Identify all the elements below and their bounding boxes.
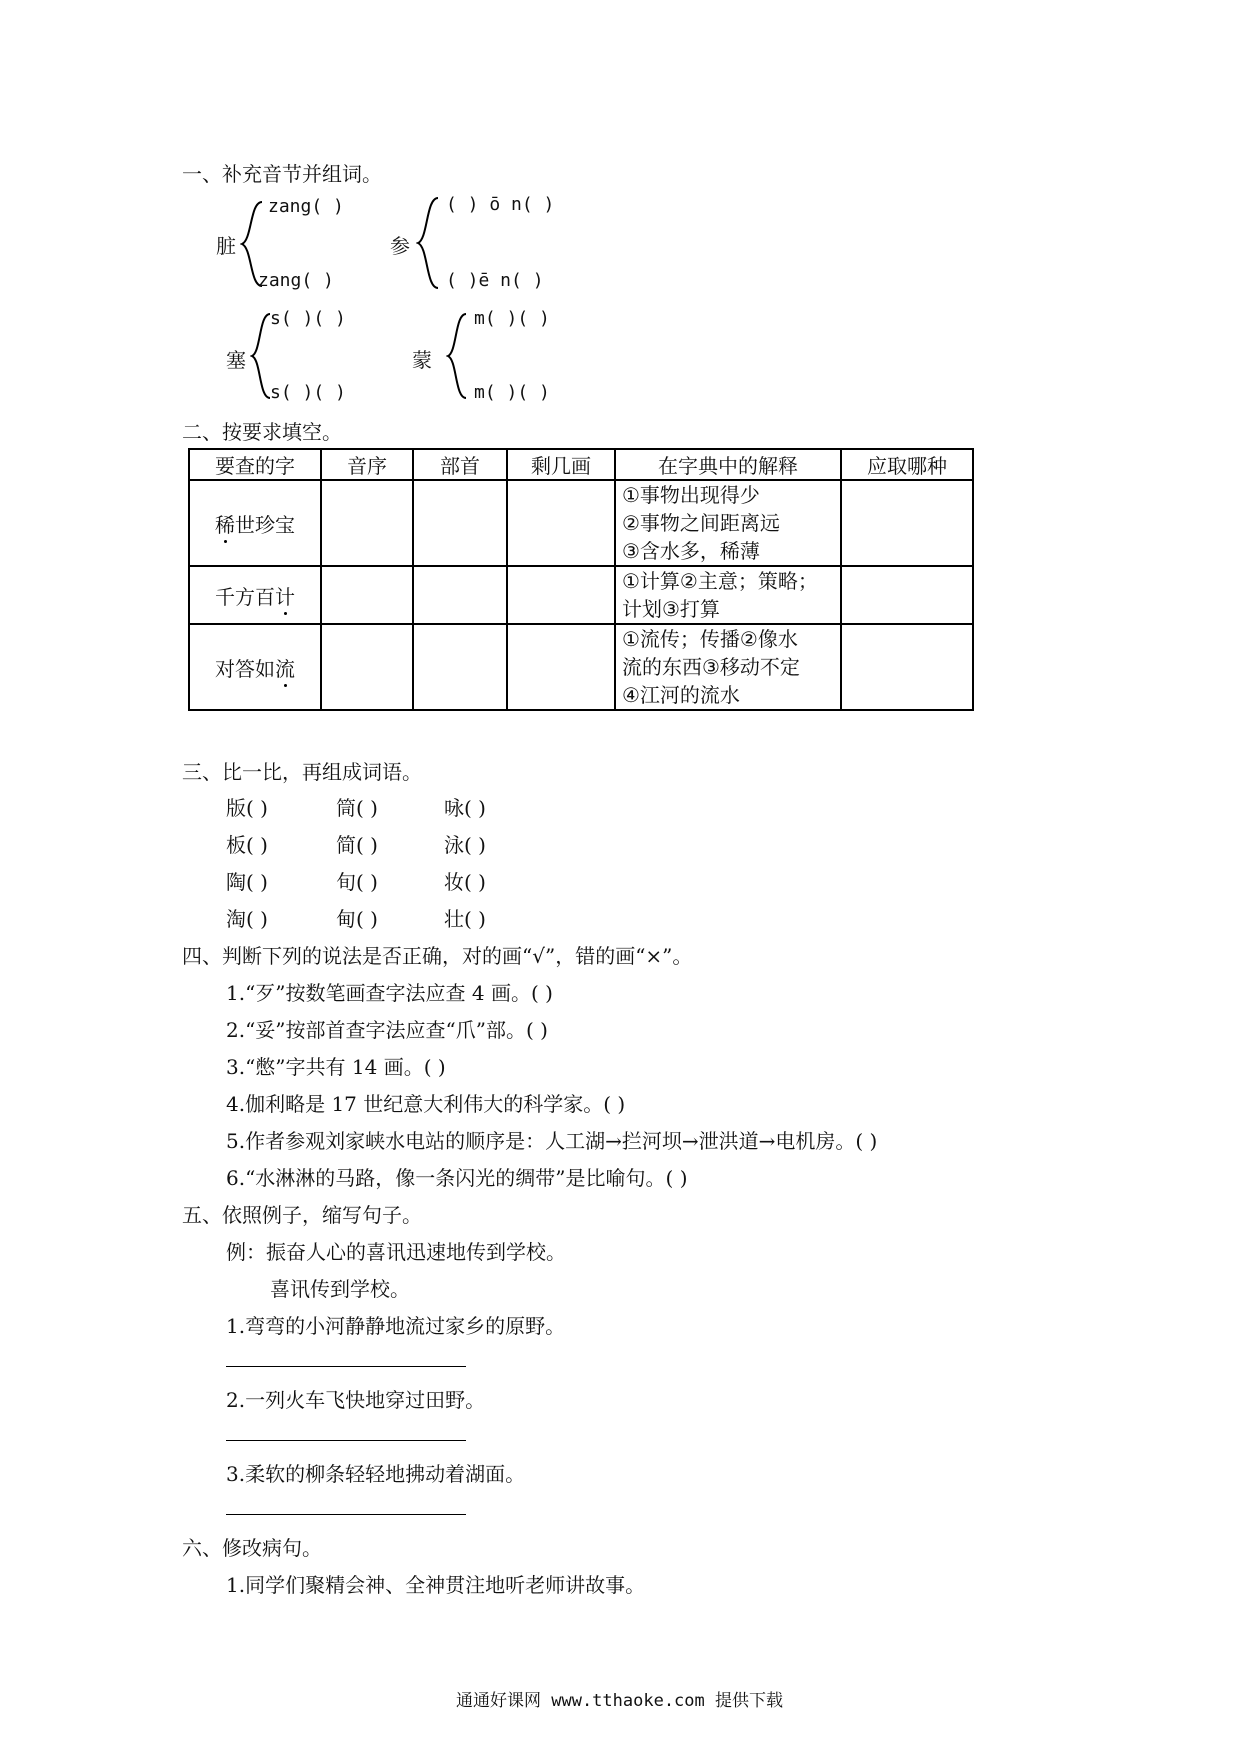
judge-item: 3.“憋”字共有 14 画。( ): [226, 1055, 446, 1079]
table-cell-blank[interactable]: [507, 624, 615, 710]
compare-item: 陶( ): [226, 870, 268, 894]
table-header-cell: 部首: [413, 449, 507, 480]
pinyin-top: s( )( ): [270, 308, 346, 329]
meaning-line: ③含水多，稀薄: [622, 539, 760, 563]
shorten-item: 3.柔软的柳条轻轻地拂动着湖面。: [226, 1462, 526, 1486]
table-row: [189, 566, 973, 624]
answer-line[interactable]: [226, 1366, 466, 1367]
judge-item: 5.作者参观刘家峡水电站的顺序是：人工湖→拦河坝→泄洪道→电机房。( ): [226, 1129, 878, 1153]
table-cell-blank[interactable]: [321, 566, 413, 624]
table-header-row: [189, 449, 973, 480]
section1-title: 一、补充音节并组词。: [182, 162, 382, 186]
compare-item: 板( ): [226, 833, 268, 857]
compare-item: 版( ): [226, 796, 268, 820]
table-header-cell: 音序: [321, 449, 413, 480]
pinyin-bottom: zang( ): [258, 270, 334, 291]
meaning-line: 计划③打算: [622, 597, 720, 621]
table-row: [189, 624, 973, 710]
judge-item: 1.“歹”按数笔画查字法应查 4 画。( ): [226, 981, 553, 1005]
table-cell-meaning: [615, 566, 841, 624]
pinyin-bottom: m( )( ): [474, 382, 550, 403]
char-sai: 塞: [226, 348, 246, 372]
table-header-cell: 应取哪种: [841, 449, 973, 480]
table-cell-blank[interactable]: [413, 624, 507, 710]
table-cell-blank[interactable]: [321, 624, 413, 710]
char-can: 参: [390, 234, 410, 258]
compare-item: 简( ): [336, 833, 378, 857]
judge-item: 4.伽利略是 17 世纪意大利伟大的科学家。( ): [226, 1092, 626, 1116]
meaning-line: 流的东西③移动不定: [622, 655, 800, 679]
table-cell-word: [189, 566, 321, 624]
compare-item: 咏( ): [444, 796, 486, 820]
table-cell-word: [189, 480, 321, 566]
judge-item: 2.“妥”按部首查字法应查“爪”部。( ): [226, 1018, 548, 1042]
pinyin-bottom: s( )( ): [270, 382, 346, 403]
left-brace-icon: [416, 196, 442, 290]
compare-item: 筒( ): [336, 796, 378, 820]
char-meng: 蒙: [412, 348, 432, 372]
pinyin-top: m( )( ): [474, 308, 550, 329]
table-cell-blank[interactable]: [413, 480, 507, 566]
compare-item: 泳( ): [444, 833, 486, 857]
table-cell-blank[interactable]: [507, 480, 615, 566]
table-header-cell: 要查的字: [189, 449, 321, 480]
table-cell-blank[interactable]: [413, 566, 507, 624]
char-zang: 脏: [216, 234, 236, 258]
word-rest: 千方百: [215, 584, 275, 609]
answer-line[interactable]: [226, 1440, 466, 1441]
example-sentence: 例：振奋人心的喜讯迅速地传到学校。: [226, 1240, 566, 1264]
meaning-line: ①流传；传播②像水: [622, 627, 798, 651]
word-dotted: 稀: [215, 512, 235, 537]
table-cell-blank[interactable]: [507, 566, 615, 624]
dictionary-table: [188, 448, 974, 711]
answer-line[interactable]: [226, 1514, 466, 1515]
example-answer: 喜讯传到学校。: [270, 1277, 410, 1301]
section6-title: 六、修改病句。: [182, 1536, 322, 1560]
correction-item: 1.同学们聚精会神、全神贯注地听老师讲故事。: [226, 1573, 646, 1597]
meaning-line: ①计算②主意；策略；: [622, 569, 818, 593]
pinyin-bottom: ( )ē n( ): [446, 270, 544, 291]
compare-item: 壮( ): [444, 907, 486, 931]
compare-item: 旬( ): [336, 870, 378, 894]
word-dotted: 流: [275, 656, 295, 681]
pinyin-top: zang( ): [268, 196, 344, 217]
shorten-item: 1.弯弯的小河静静地流过家乡的原野。: [226, 1314, 566, 1338]
judge-item: 6.“水淋淋的马路，像一条闪光的绸带”是比喻句。( ): [226, 1166, 688, 1190]
table-row: [189, 480, 973, 566]
word-rest: 对答如: [215, 656, 275, 681]
compare-item: 甸( ): [336, 907, 378, 931]
left-brace-icon: [446, 312, 470, 400]
word-rest: 世珍宝: [235, 512, 295, 537]
table-cell-word: [189, 624, 321, 710]
table-cell-blank[interactable]: [841, 624, 973, 710]
table-cell-meaning: [615, 480, 841, 566]
section2-title: 二、按要求填空。: [182, 420, 342, 444]
meaning-line: ①事物出现得少: [622, 483, 760, 507]
section5-title: 五、依照例子，缩写句子。: [182, 1203, 422, 1227]
pinyin-top: ( ) ō n( ): [446, 194, 555, 215]
section3-title: 三、比一比，再组成词语。: [182, 760, 422, 784]
compare-item: 淘( ): [226, 907, 268, 931]
table-cell-blank[interactable]: [841, 566, 973, 624]
table-header-cell: 在字典中的解释: [615, 449, 841, 480]
table-cell-blank[interactable]: [841, 480, 973, 566]
word-dotted: 计: [275, 584, 295, 609]
table-cell-meaning: [615, 624, 841, 710]
meaning-line: ②事物之间距离远: [622, 511, 780, 535]
section4-title: 四、判断下列的说法是否正确，对的画“√”，错的画“×”。: [182, 944, 693, 968]
shorten-item: 2.一列火车飞快地穿过田野。: [226, 1388, 486, 1412]
compare-item: 妆( ): [444, 870, 486, 894]
meaning-line: ④江河的流水: [622, 683, 740, 707]
footer-text: 通通好课网 www.tthaoke.com 提供下载: [456, 1691, 783, 1711]
table-header-cell: 剩几画: [507, 449, 615, 480]
table-cell-blank[interactable]: [321, 480, 413, 566]
